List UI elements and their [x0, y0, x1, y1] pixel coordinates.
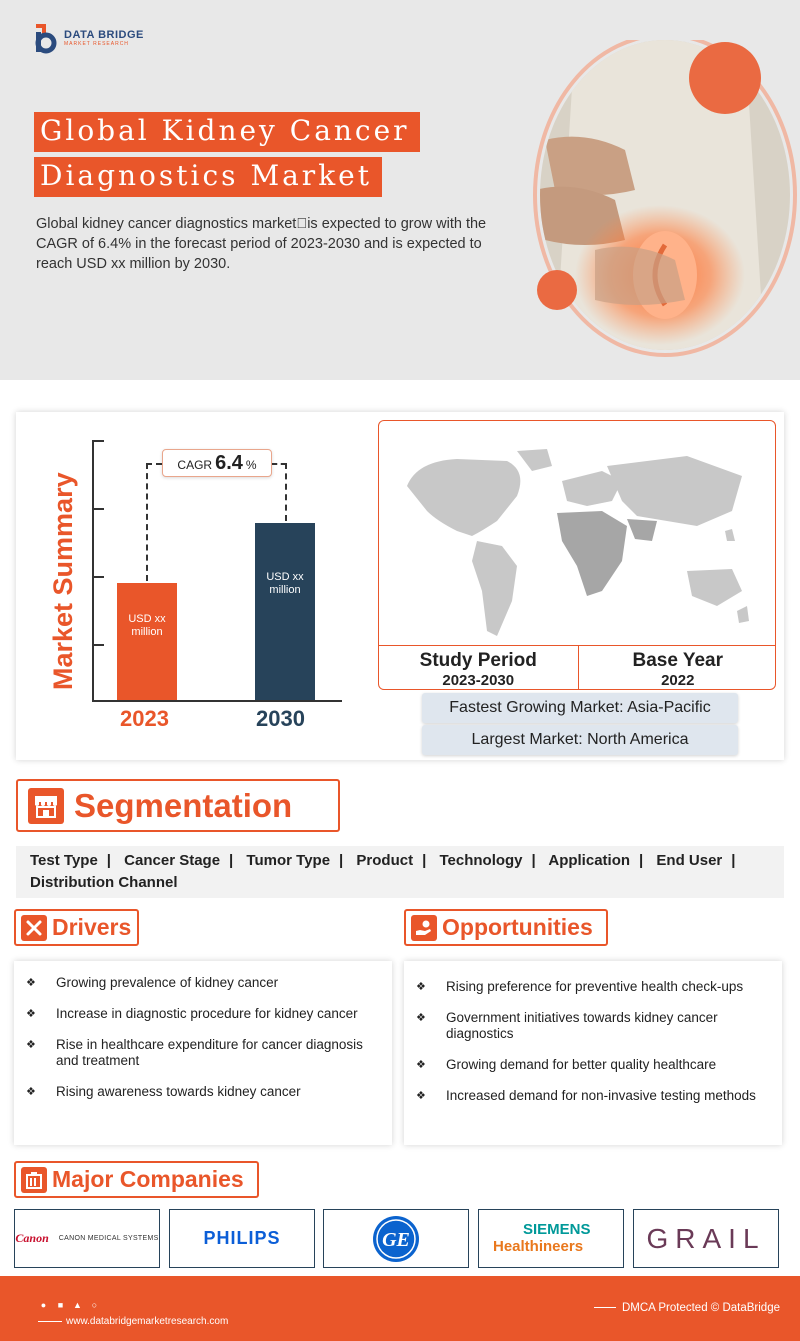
cagr-connector-right-h — [272, 463, 286, 465]
segment-item: Distribution Channel — [30, 874, 178, 891]
drivers-heading — [14, 909, 139, 946]
whatsapp-icon[interactable]: ● — [40, 1300, 47, 1310]
bar-2023: USD xx million — [117, 583, 177, 700]
world-map-panel — [378, 420, 776, 690]
segmentation-list: Test Type | Cancer Stage | Tumor Type | Product | Technology | Application | End User | Distribution Channel — [16, 846, 784, 898]
company-logo-philips[interactable]: PHILIPS — [169, 1209, 315, 1268]
cagr-value: 6.4 — [215, 452, 243, 474]
segment-item: Cancer Stage — [124, 852, 221, 869]
twitter-icon[interactable]: ▲ — [73, 1300, 82, 1310]
cagr-connector-right — [285, 463, 287, 521]
chart-tick — [92, 644, 104, 646]
segment-item: Technology — [439, 852, 523, 869]
chart-tick — [92, 576, 104, 578]
study-period — [379, 646, 578, 690]
diamond-bullet-icon: ❖ — [26, 977, 36, 989]
list-item: ❖ Government initiatives towards kidney cancer diagnostics — [416, 1010, 718, 1041]
cagr-label: CAGR — [177, 458, 213, 472]
base-year — [578, 646, 777, 690]
footer — [0, 1276, 800, 1341]
company-logo-ge[interactable] — [323, 1209, 469, 1268]
segment-item: Test Type — [30, 852, 98, 869]
page-title-line-1: Global Kidney Cancer — [34, 112, 420, 152]
list-item: ❖ Rise in healthcare expenditure for cancer diagnosis and treatment — [26, 1037, 363, 1068]
year-label-2023: 2023 — [120, 706, 169, 731]
company-logo-grail[interactable]: GRAIL — [633, 1209, 779, 1268]
diamond-bullet-icon: ❖ — [26, 1086, 36, 1098]
market-summary-label: Market Summary — [48, 472, 78, 690]
company-logo-canon[interactable]: Canon CANON MEDICAL SYSTEMS — [14, 1209, 160, 1268]
chart-tick — [92, 508, 104, 510]
tools-icon — [21, 915, 47, 941]
company-logo-siemens-healthineers[interactable]: SIEMENS Healthineers — [478, 1209, 624, 1268]
segment-item: Tumor Type — [246, 852, 331, 869]
list-item: ❖ Rising awareness towards kidney cancer — [26, 1084, 301, 1099]
diamond-bullet-icon: ❖ — [416, 1012, 426, 1024]
store-icon — [28, 788, 64, 824]
major-companies-title: Major Companies — [52, 1166, 244, 1192]
diamond-bullet-icon: ❖ — [416, 1059, 426, 1071]
study-period-value: 2023-2030 — [442, 672, 515, 689]
diamond-bullet-icon: ❖ — [416, 1090, 426, 1102]
diamond-bullet-icon: ❖ — [26, 1008, 36, 1020]
largest-market: Largest Market: North America — [422, 725, 738, 755]
segmentation-title: Segmentation — [74, 786, 293, 824]
social-links — [38, 1300, 100, 1311]
hero-banner — [0, 0, 800, 380]
segment-item: Application — [548, 852, 631, 869]
base-year-value: 2022 — [661, 672, 695, 689]
building-icon — [21, 1167, 47, 1193]
chart-tick — [92, 440, 104, 442]
facebook-icon[interactable]: ■ — [57, 1300, 64, 1310]
ge-monogram-text: GE — [382, 1228, 410, 1251]
list-item: ❖ Increase in diagnostic procedure for kidney cancer — [26, 1006, 358, 1021]
kidney-pain-illustration — [515, 40, 800, 360]
brand-tagline: MARKET RESEARCH — [64, 41, 129, 47]
drivers-list — [14, 961, 392, 1145]
footer-website-link[interactable]: www.databridgemarketresearch.com — [38, 1316, 228, 1327]
diamond-bullet-icon: ❖ — [26, 1039, 36, 1051]
opportunities-list — [404, 961, 782, 1145]
instagram-icon[interactable]: ○ — [91, 1300, 98, 1310]
brand-logo[interactable] — [32, 22, 144, 54]
chart-y-axis — [92, 440, 94, 702]
cagr-connector-left-h — [146, 463, 162, 465]
drivers-title: Drivers — [52, 914, 132, 940]
segment-item: Product — [356, 852, 414, 869]
cagr-connector-left — [146, 463, 148, 581]
opportunities-heading — [404, 909, 608, 946]
page-title-line-2: Diagnostics Market — [34, 157, 382, 197]
study-period-label: Study Period — [419, 650, 537, 671]
segmentation-heading — [16, 779, 340, 832]
cagr-badge — [162, 449, 272, 477]
brand-name: DATA BRIDGE — [64, 29, 144, 41]
segment-item: End User — [656, 852, 723, 869]
chart-x-axis — [92, 700, 342, 702]
diamond-bullet-icon: ❖ — [416, 981, 426, 993]
list-item: ❖ Rising preference for preventive health check-ups — [416, 979, 744, 994]
hand-coin-icon — [411, 915, 437, 941]
intro-paragraph: Global kidney cancer diagnostics market is expected to grow with the CAGR of 6.4% in the forecast period of 2023-2030 and is expected to reach USD xx million by 2030. — [36, 216, 487, 272]
year-label-2030: 2030 — [256, 706, 305, 731]
bar-2030: USD xx million — [255, 523, 315, 700]
fastest-growing-market: Fastest Growing Market: Asia-Pacific — [422, 693, 738, 723]
cagr-unit: % — [245, 458, 257, 472]
ge-monogram — [371, 1214, 421, 1264]
world-map — [387, 441, 769, 641]
list-item: ❖ Growing prevalence of kidney cancer — [26, 975, 279, 990]
base-year-label: Base Year — [632, 650, 723, 671]
footer-dmca: DMCA Protected © DataBridge — [594, 1302, 780, 1314]
opportunities-title: Opportunities — [442, 914, 593, 940]
brand-logo-icon — [32, 22, 60, 54]
major-companies-heading — [14, 1161, 259, 1198]
list-item: ❖ Growing demand for better quality healthcare — [416, 1057, 717, 1072]
list-item: ❖ Increased demand for non-invasive testing methods — [416, 1088, 756, 1103]
